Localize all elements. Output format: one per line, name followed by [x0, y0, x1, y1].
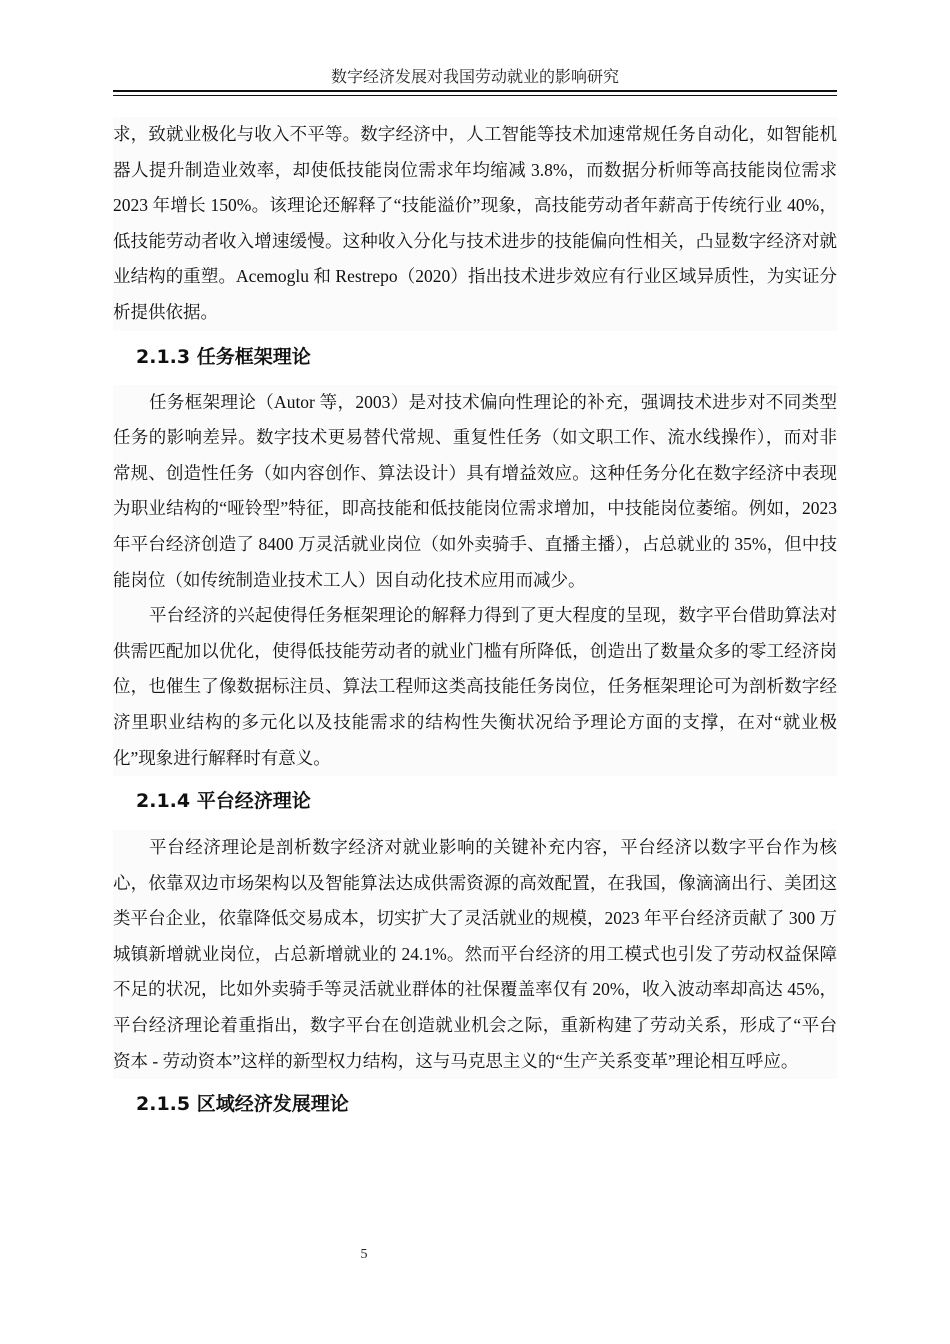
body-content — [113, 117, 837, 1116]
paragraph-2-1-3-2: 平台经济的兴起使得任务框架理论的解释力得到了更大程度的呈现，数字平台借助算法对供需匹配加以优化，使得低技能劳动者的就业门槛有所降低，创造出了数量众多的零工经济岗位，也催生了像数据标注员、算法工程师这类高技能任务岗位，任务框架理论可为剖析数字经济里职业结构的多元化以及技能需求的结构性失衡状况给予理论方面的支撑，在对“就业极化”现象进行解释时有意义。 — [113, 598, 837, 776]
paragraph-2-1-3-1: 任务框架理论（Autor 等，2003）是对技术偏向性理论的补充，强调技术进步对不同类型任务的影响差异。数字技术更易替代常规、重复性任务（如文职工作、流水线操作），而对非常规、创造性任务（如内容创作、算法设计）具有增益效应。这种任务分化在数字经济中表现为职业结构的“哑铃型”特征，即高技能和低技能岗位需求增加，中技能岗位萎缩。例如，2023 年平台经济创造了 8400 万灵活就业岗位（如外卖骑手、直播主播），占总就业的 35%，但中技能岗位（如传统制造业技术工人）因自动化技术应用而减少。 — [113, 385, 837, 599]
page-number: 5 — [360, 1247, 368, 1262]
section-heading-2-1-3: 2.1.3 任务框架理论 — [136, 345, 311, 368]
header-rule — [113, 90, 837, 92]
paragraph-2-1-4-1: 平台经济理论是剖析数字经济对就业影响的关键补充内容，平台经济以数字平台作为核心，依靠双边市场架构以及智能算法达成供需资源的高效配置，在我国，像滴滴出行、美团这类平台企业，依靠降低交易成本，切实扩大了灵活就业的规模，2023 年平台经济贡献了 300 万城镇新增就业岗位，占总新增就业的 24.1%。然而平台经济的用工模式也引发了劳动权益保障不足的状况，比如外卖骑手等灵活就业群体的社保覆盖率仅有 20%，收入波动率却高达 45%，平台经济理论着重指出，数字平台在创造就业机会之际，重新构建了劳动关系，形成了“平台资本 - 劳动资本”这样的新型权力结构，这与马克思主义的“生产关系变革”理论相互呼应。 — [113, 830, 837, 1079]
header-rule-thin — [113, 95, 837, 96]
running-header: 数字经济发展对我国劳动就业的影响研究 — [330, 69, 619, 86]
section-heading-2-1-4: 2.1.4 平台经济理论 — [136, 790, 311, 813]
intro-paragraph: 求，致就业极化与收入不平等。数字经济中，人工智能等技术加速常规任务自动化，如智能机器人提升制造业效率，却使低技能岗位需求年均缩减 3.8%，而数据分析师等高技能岗位需求 2023 年增长 150%。该理论还解释了“技能溢价”现象，高技能劳动者年薪高于传统行业 40%，低技能劳动者收入增速缓慢。这种收入分化与技术进步的技能偏向性相关，凸显数字经济对就业结构的重塑。Acemoglu 和 Restrepo（2020）指出技术进步效应有行业区域异质性，为实证分析提供依据。 — [113, 117, 837, 331]
section-heading-2-1-5: 2.1.5 区域经济发展理论 — [136, 1093, 349, 1116]
